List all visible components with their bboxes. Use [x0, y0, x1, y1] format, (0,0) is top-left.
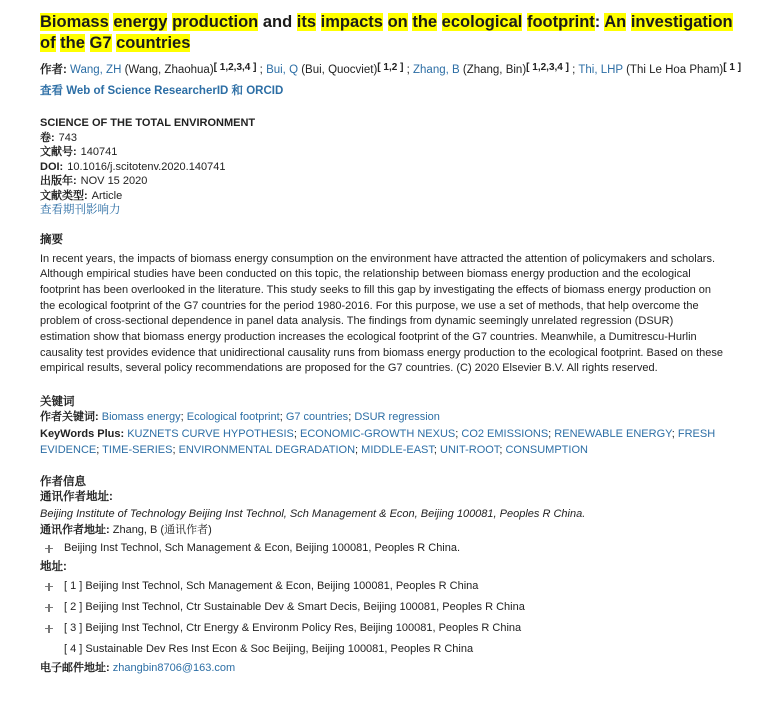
author-link[interactable]: Bui, Q	[266, 64, 299, 76]
journal-impact-link[interactable]: 查看期刊影响力	[40, 204, 121, 216]
abstract-heading: 摘要	[40, 233, 63, 246]
meta-value: 743	[58, 131, 78, 144]
meta-row	[40, 145, 747, 160]
corr-author-value: Zhang, B (通讯作者)	[112, 523, 212, 536]
meta-value: NOV 15 2020	[80, 175, 148, 187]
address-row	[40, 618, 747, 639]
title-part: ecological	[441, 13, 523, 31]
keyword-link[interactable]: CO2 EMISSIONS	[461, 427, 549, 440]
keyword-link[interactable]: MIDDLE-EAST	[361, 444, 434, 457]
source-meta	[40, 116, 747, 218]
author-link[interactable]: Zhang, B	[413, 64, 460, 76]
keyword-link[interactable]: ECONOMIC-GROWTH NEXUS	[300, 427, 456, 440]
keyword-link[interactable]: TIME-SERIES	[102, 444, 173, 457]
plus-icon[interactable]	[44, 603, 54, 613]
meta-label: 出版年:	[40, 175, 77, 187]
author-separator: ;	[256, 64, 267, 76]
meta-value: Article	[91, 189, 123, 202]
corr-author-label: 通讯作者地址:	[40, 523, 110, 536]
title-part	[316, 13, 321, 31]
meta-value: 140741	[80, 146, 118, 158]
abstract-text: In recent years, the impacts of biomass energy consumption on the environment have attracted the attention of policymakers and scholars. Although empirical studies have been conducted on this topic, the relationship between biomass energy production and the ecological footprint has been overlooked in the literature. This study seeks to fill this gap by investigating the effects of biomass energy production on the ecological footprint of the G7 countries for the period 1980-2016. For this purpose, we use a set of methods, that help overcome the problem of cross-sectional dependence in panel data analysis. The findings from dynamic seemingly unrelated regression (DSUR) estimation show that biomass energy production increases the ecological footprint of the G7 countries. Meanwhile, a Dumitrescu-Hurlin causality test provides evidence that unidirectional causality runs from biomass energy production to the ecological footprint. Based on these empirical results, several policy recommendations are proposed for the G7 countries. (C) 2020 Elsevier B.V. All rights reserved.	[40, 252, 723, 375]
meta-value: 10.1016/j.scitotenv.2020.140741	[67, 160, 226, 173]
author-link[interactable]: Wang, ZH	[70, 64, 122, 76]
meta-label: 文献类型:	[40, 189, 88, 202]
meta-label: DOI:	[40, 160, 64, 173]
title-part: on	[387, 13, 408, 31]
title-part	[437, 13, 442, 31]
author-affiliation-ref[interactable]: [ 1,2,3,4 ]	[526, 62, 569, 73]
meta-row	[40, 160, 747, 175]
keyword-link[interactable]: Biomass energy	[101, 411, 181, 424]
author-affiliation-ref[interactable]: [ 1,2 ]	[377, 62, 404, 73]
plus-icon[interactable]	[44, 582, 54, 592]
author-full-name: (Zhang, Bin)	[459, 64, 527, 76]
address-list	[40, 576, 747, 660]
title-part: production	[172, 13, 259, 31]
authors-label: 作者:	[40, 64, 67, 76]
address-text: [ 1 ] Beijing Inst Technol, Sch Management & Econ, Beijing 100081, Peoples R China	[64, 580, 479, 593]
title-part: :	[594, 13, 605, 31]
address-row	[40, 639, 747, 660]
title-part: energy	[113, 13, 168, 31]
author-keywords: 作者关键词: Biomass energy; Ecological footprint; G7 countries; DSUR regression	[40, 411, 440, 424]
title-part: investigation	[630, 13, 733, 31]
meta-row	[40, 131, 747, 146]
author-separator: ;	[568, 64, 579, 76]
address-row	[40, 576, 747, 597]
plus-icon[interactable]	[44, 544, 54, 554]
author-keywords-label: 作者关键词:	[40, 411, 99, 424]
author-affiliation-ref[interactable]: [ 1,2,3,4 ]	[213, 62, 257, 73]
keyword-link[interactable]: G7 countries	[285, 411, 349, 424]
author-info-heading: 作者信息	[40, 475, 86, 488]
title-part	[85, 34, 90, 52]
keywords-plus-label: KeyWords Plus:	[40, 427, 125, 440]
address-text: [ 3 ] Beijing Inst Technol, Ctr Energy & Environm Policy Res, Beijing 100081, Peoples R China	[64, 622, 522, 635]
meta-row	[40, 189, 747, 204]
title-part: G7	[89, 34, 112, 52]
title-part: countries	[116, 34, 191, 52]
title-part: footprint	[526, 13, 595, 31]
address-row	[40, 597, 747, 618]
keyword-link[interactable]: Ecological footprint	[186, 411, 280, 424]
corr-address-italic: Beijing Institute of Technology Beijing Inst Technol, Sch Management & Econ, Beijing 100081, Peoples R China.	[40, 507, 586, 520]
meta-row	[40, 174, 747, 189]
meta-label: 文献号:	[40, 146, 77, 158]
keyword-link[interactable]: FRESH EVIDENCE	[40, 427, 716, 457]
keyword-link[interactable]: KUZNETS CURVE HYPOTHESIS	[127, 427, 294, 440]
keyword-link[interactable]: RENEWABLE ENERGY	[554, 427, 672, 440]
email-label: 电子邮件地址:	[40, 662, 110, 675]
address-text: [ 2 ] Beijing Inst Technol, Ctr Sustainable Dev & Smart Decis, Beijing 100081, Peoples R China	[64, 601, 525, 614]
title-part: and	[258, 13, 297, 31]
record-title	[40, 12, 747, 54]
keywords-plus: KeyWords Plus: KUZNETS CURVE HYPOTHESIS; ECONOMIC-GROWTH NEXUS; CO2 EMISSIONS; RENEWABLE ENERGY; FRESH EVIDENCE; TIME-SERIES; ENVIRONMENTAL DEGRADATION; MIDDLE-EAST; UNIT-ROOT; CONSUMPTION	[40, 427, 716, 457]
email-link[interactable]: zhangbin8706@163.com	[112, 662, 236, 675]
authors-block	[40, 60, 747, 78]
title-part: its	[296, 13, 317, 31]
title-part: An	[604, 13, 627, 31]
title-part: of	[40, 34, 56, 52]
title-part: Biomass	[40, 13, 109, 31]
title-part: the	[412, 13, 438, 31]
keyword-link[interactable]: CONSUMPTION	[505, 444, 588, 457]
author-separator: ;	[403, 64, 413, 76]
address-text: [ 4 ] Sustainable Dev Res Inst Econ & Soc Beijing, Beijing 100081, Peoples R China	[64, 643, 474, 656]
addresses-label: 地址:	[40, 561, 67, 574]
journal-title: SCIENCE OF THE TOTAL ENVIRONMENT	[40, 117, 256, 129]
author-full-name: (Wang, Zhaohua)	[121, 64, 214, 76]
meta-label: 卷:	[40, 131, 55, 144]
corr-author-address: Beijing Inst Technol, Sch Management & Econ, Beijing 100081, Peoples R China.	[64, 542, 461, 555]
keywords-heading: 关键词	[40, 396, 75, 409]
title-part	[383, 13, 388, 31]
researcher-id-link[interactable]: 查看 Web of Science ResearcherID 和 ORCID	[40, 85, 284, 97]
corr-author-address-row	[40, 538, 747, 559]
plus-icon[interactable]	[44, 624, 54, 634]
title-part: impacts	[320, 13, 383, 31]
author-link[interactable]: Thi, LHP	[578, 64, 623, 76]
keyword-link[interactable]: ENVIRONMENTAL DEGRADATION	[178, 444, 356, 457]
title-part: the	[60, 34, 85, 52]
author-full-name: (Bui, Quocviet)	[298, 64, 378, 76]
corr-address-label: 通讯作者地址:	[40, 490, 113, 503]
keyword-link[interactable]: UNIT-ROOT	[440, 444, 500, 457]
author-full-name: (Thi Le Hoa Pham)	[622, 64, 724, 76]
author-affiliation-ref[interactable]: [ 1 ]	[723, 62, 742, 73]
keyword-link[interactable]: DSUR regression	[354, 411, 440, 424]
